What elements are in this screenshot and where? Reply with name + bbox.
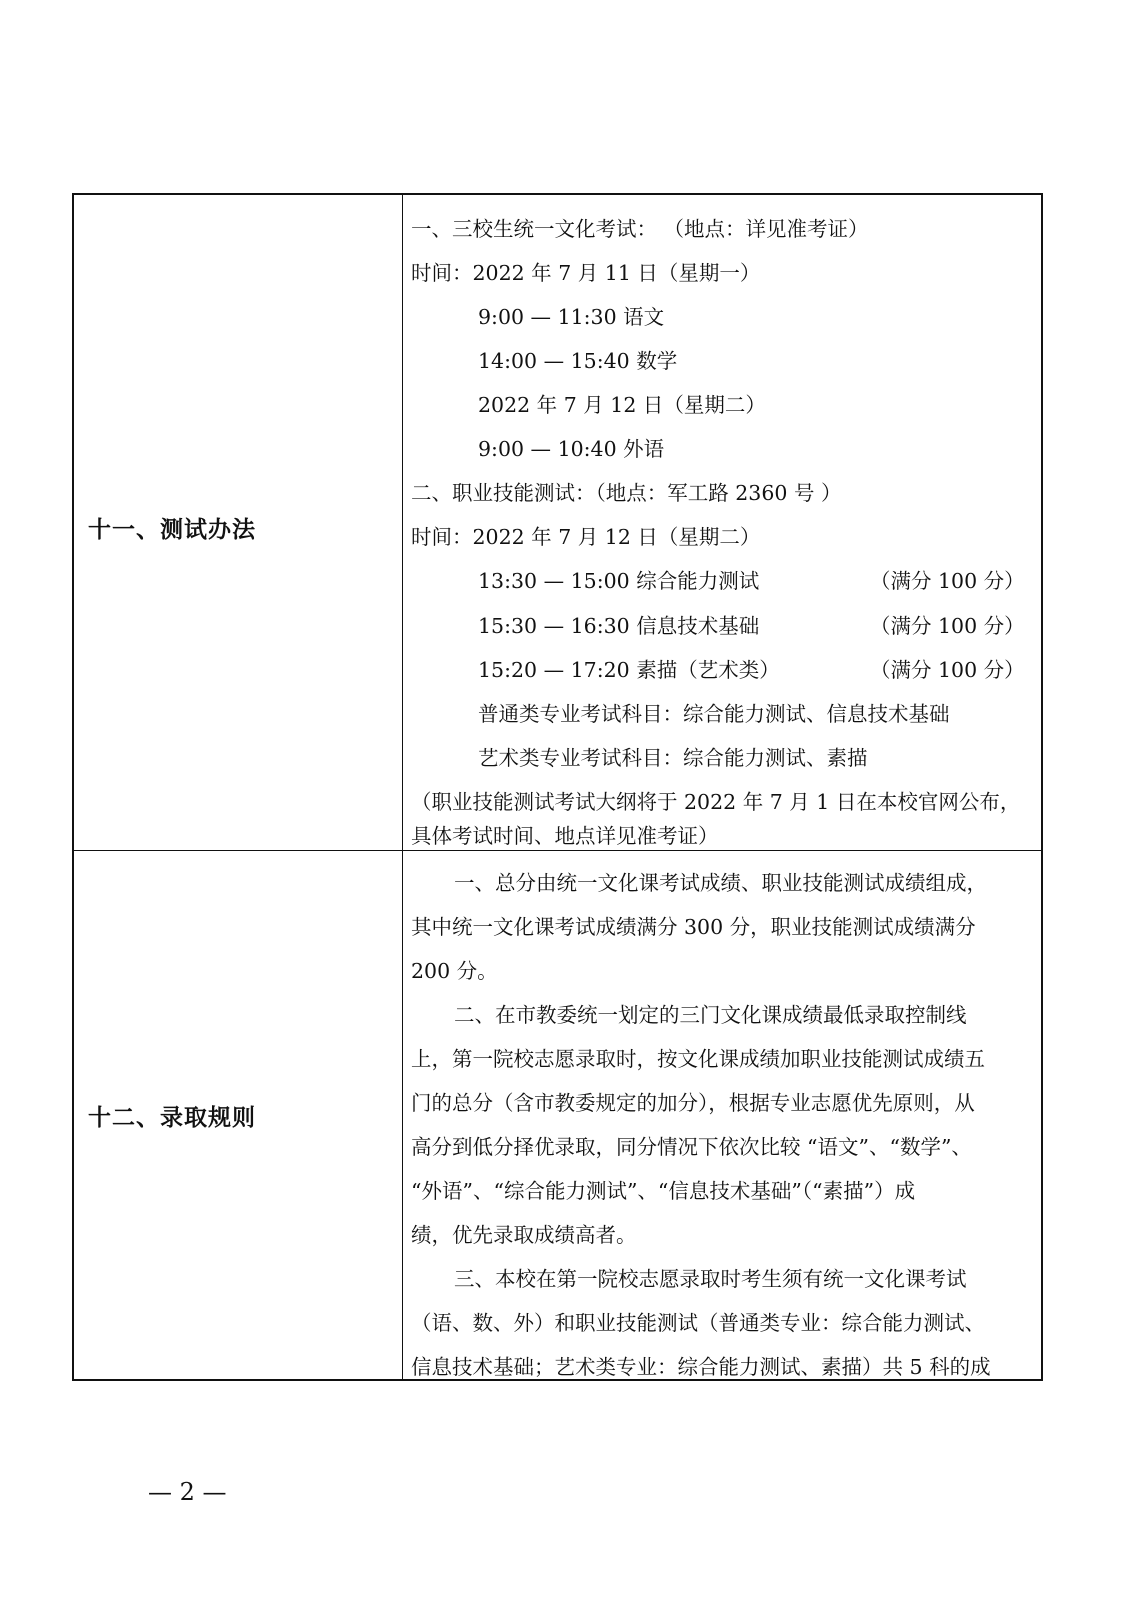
section-11-line: 艺术类专业考试科目：综合能力测试、素描 [478, 746, 868, 770]
section-11-line: 15:20 — 17:20 素描（艺术类） [478, 658, 780, 682]
section-12-line: （语、数、外）和职业技能测试（普通类专业：综合能力测试、 [411, 1311, 985, 1335]
section-12-line: 其中统一文化课考试成绩满分 300 分，职业技能测试成绩满分 [411, 915, 976, 939]
info-table [72, 193, 1043, 1381]
section-11-line: 普通类专业考试科目：综合能力测试、信息技术基础 [478, 702, 950, 726]
score-note: （满分 100 分） [870, 614, 1025, 638]
section-12-line: “外语”、“综合能力测试”、“信息技术基础”（“素描”）成 [411, 1179, 916, 1203]
section-11-line: 2022 年 7 月 12 日（星期二） [478, 393, 766, 417]
section-11-line: 具体考试时间、地点详见准考证） [411, 824, 719, 848]
section-12-line: 绩，优先录取成绩高者。 [411, 1223, 637, 1247]
score-note: （满分 100 分） [870, 658, 1025, 682]
section-12-line: 二、在市教委统一划定的三门文化课成绩最低录取控制线 [454, 1003, 967, 1027]
section-11-line: 9:00 — 11:30 语文 [478, 305, 665, 329]
section-11-line: 二、职业技能测试：（地点：军工路 2360 号 ） [411, 481, 842, 505]
page-number: — 2 — [148, 1478, 227, 1506]
section-12-line: 三、本校在第一院校志愿录取时考生须有统一文化课考试 [454, 1267, 967, 1291]
section-11-line: 14:00 — 15:40 数学 [478, 349, 678, 373]
section-12-line: 信息技术基础；艺术类专业：综合能力测试、素描）共 5 科的成 [411, 1355, 991, 1379]
section-11-line: 9:00 — 10:40 外语 [478, 437, 665, 461]
column-divider [402, 195, 403, 1379]
section-11-line: （职业技能测试考试大纲将于 2022 年 7 月 1 日在本校官网公布， [411, 790, 1021, 814]
section-11-line: 一、三校生统一文化考试： （地点：详见准考证） [411, 217, 869, 241]
section-11-line: 时间：2022 年 7 月 12 日（星期二） [411, 525, 761, 549]
section-12-title: 十二、录取规则 [88, 1105, 256, 1131]
score-note: （满分 100 分） [870, 569, 1025, 593]
section-11-line: 时间：2022 年 7 月 11 日（星期一） [411, 261, 761, 285]
section-12-line: 高分到低分择优录取，同分情况下依次比较 “语文”、“数学”、 [411, 1135, 972, 1159]
section-12-line: 门的总分（含市教委规定的加分），根据专业志愿优先原则，从 [411, 1091, 975, 1115]
section-11-line: 13:30 — 15:00 综合能力测试 [478, 569, 760, 593]
section-11-title: 十一、测试办法 [88, 517, 256, 543]
section-12-line: 一、总分由统一文化课考试成绩、职业技能测试成绩组成， [454, 871, 987, 895]
section-12-line: 上，第一院校志愿录取时，按文化课成绩加职业技能测试成绩五 [411, 1047, 985, 1071]
section-11-line: 15:30 — 16:30 信息技术基础 [478, 614, 760, 638]
section-12-line: 200 分。 [411, 959, 498, 983]
